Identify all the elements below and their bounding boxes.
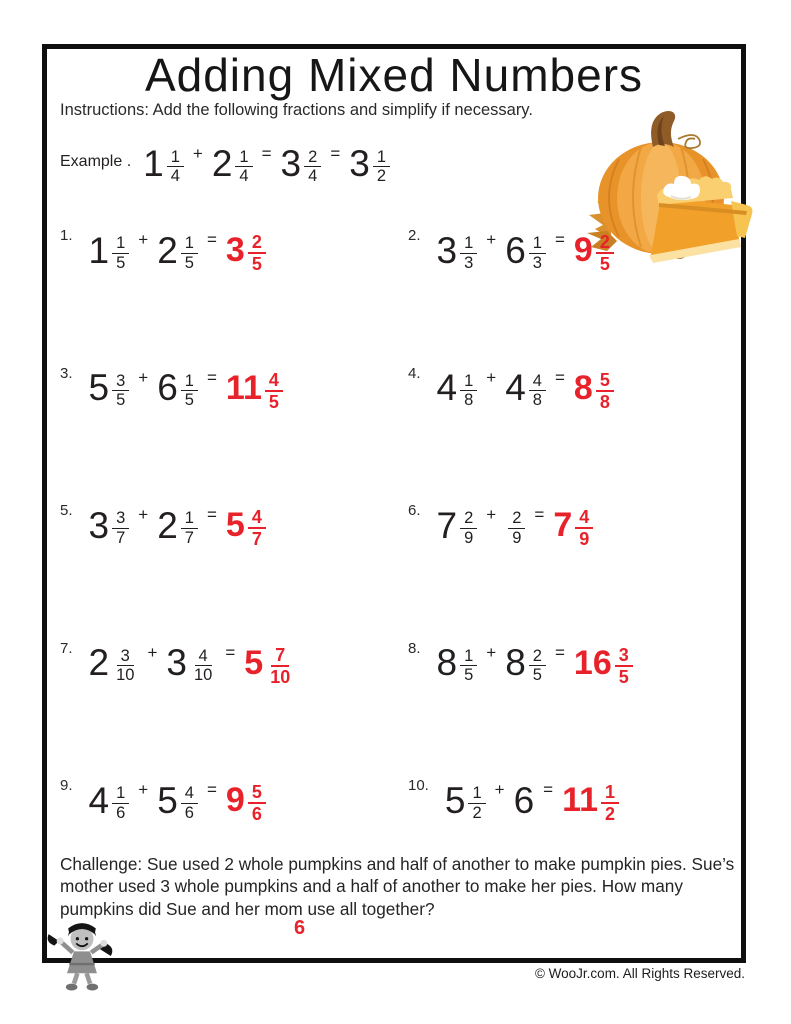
problem-row: [60, 486, 408, 624]
answer-mixed-number: [573, 642, 633, 687]
whole-number: 11: [225, 368, 262, 407]
fraction-denominator: 5: [464, 666, 474, 685]
mixed-number: [88, 779, 130, 822]
fraction: [266, 645, 294, 687]
whole-number: 8: [573, 368, 593, 407]
fraction-numerator: 1: [529, 234, 546, 253]
fraction: [112, 509, 129, 547]
mixed-number: [505, 367, 546, 410]
fraction: [248, 782, 266, 824]
fraction-numerator: 4: [265, 370, 283, 392]
fraction-denominator: 5: [251, 254, 262, 275]
operator: =: [206, 780, 217, 800]
fraction: [460, 509, 477, 547]
fraction: [468, 784, 485, 822]
problem-row: [408, 211, 732, 349]
fraction-numerator: 1: [373, 148, 390, 167]
fraction-numerator: 4: [529, 372, 546, 391]
problem-number: 6.: [408, 502, 421, 519]
operator: +: [192, 143, 203, 163]
fraction-denominator: 7: [251, 529, 262, 550]
fraction-denominator: 6: [251, 804, 262, 825]
answer-mixed-number: [225, 229, 266, 275]
mixed-number: [88, 367, 130, 410]
problem-equation: [88, 229, 266, 275]
whole-number: 5: [88, 367, 110, 409]
problem-equation: [88, 367, 283, 412]
problem-equation: [88, 779, 266, 825]
operator: +: [486, 367, 497, 387]
fraction-denominator: 2: [472, 803, 482, 822]
instructions-text: Instructions: Add the following fractions and simplify if necessary.: [60, 101, 533, 119]
challenge-answer: 6: [294, 917, 306, 939]
fraction-numerator: 4: [181, 784, 198, 803]
fraction: [601, 782, 619, 824]
answer-mixed-number: [553, 504, 593, 550]
fraction-numerator: 2: [248, 232, 266, 254]
whole-number: 5: [225, 506, 245, 545]
fraction-numerator: 3: [112, 372, 129, 391]
problem-row: [408, 349, 732, 487]
fraction-numerator: 4: [195, 647, 212, 666]
fraction-numerator: 2: [304, 148, 321, 167]
fraction-denominator: 5: [184, 253, 194, 272]
fraction-numerator: 5: [596, 370, 614, 392]
fraction-denominator: 4: [308, 167, 318, 186]
mixed-number: [157, 229, 198, 272]
problem-number: 7.: [60, 639, 73, 657]
fraction-denominator: 10: [270, 666, 291, 687]
fraction: [460, 372, 477, 410]
fraction-denominator: 9: [512, 528, 522, 547]
fraction-denominator: 3: [532, 253, 542, 272]
operator: =: [206, 230, 217, 250]
whole-number: 7: [553, 506, 573, 545]
fraction-denominator: 10: [193, 666, 213, 685]
fraction-denominator: 3: [464, 253, 474, 272]
whole-number: 2: [88, 642, 110, 684]
fraction-numerator: 7: [271, 645, 289, 667]
answer-mixed-number: [244, 642, 294, 687]
problem-number: 3.: [60, 364, 73, 382]
whole-number: 7: [436, 504, 458, 546]
fraction-numerator: 1: [181, 234, 198, 253]
fraction-denominator: 8: [464, 391, 474, 410]
fraction-numerator: 1: [181, 372, 198, 391]
fraction-numerator: 1: [112, 234, 129, 253]
fraction: [235, 148, 252, 186]
fraction-numerator: 3: [117, 647, 134, 666]
whole-number: 9: [225, 781, 245, 820]
problem-number: 1.: [60, 227, 73, 244]
problem-row: [60, 624, 408, 762]
fraction-denominator: 5: [268, 391, 279, 412]
whole-number: 4: [436, 367, 458, 409]
mixed-number: [505, 229, 546, 272]
fraction-numerator: 2: [529, 647, 546, 666]
answer-mixed-number: [225, 779, 266, 825]
whole-number: 1: [88, 229, 110, 271]
fraction-numerator: 1: [460, 372, 477, 391]
operator: =: [206, 505, 217, 525]
whole-number: 3: [436, 229, 458, 271]
mixed-number: [211, 143, 253, 186]
mixed-number: [444, 779, 486, 822]
mixed-number: [436, 504, 478, 547]
whole-number: 4: [88, 779, 110, 821]
answer-mixed-number: [573, 367, 614, 412]
mixed-number: [505, 506, 525, 547]
fraction-denominator: 9: [464, 528, 474, 547]
fraction-denominator: 5: [618, 666, 629, 687]
operator: +: [138, 230, 149, 250]
mixed-number: [436, 367, 478, 410]
fraction-numerator: 3: [615, 645, 633, 667]
whole-number: 5: [444, 779, 466, 821]
fraction-denominator: 5: [116, 253, 126, 272]
fraction: [248, 507, 266, 549]
operator: =: [206, 367, 217, 387]
whole-number: 2: [157, 504, 178, 546]
problem-row: [60, 349, 408, 487]
problem-row: [60, 211, 408, 349]
operator: =: [554, 642, 565, 662]
fraction: [596, 370, 614, 412]
problem-equation: [436, 642, 633, 687]
fraction-numerator: 1: [468, 784, 485, 803]
whole-number: 4: [505, 367, 526, 409]
mixed-number: [157, 779, 198, 822]
fraction-denominator: 7: [116, 528, 126, 547]
whole-number: 6: [513, 779, 535, 821]
answer-mixed-number: [225, 504, 266, 550]
whole-number: 6: [157, 367, 178, 409]
problem-number: 4.: [408, 364, 421, 382]
operator: =: [543, 780, 554, 800]
whole-number: 6: [505, 229, 526, 271]
whole-number: 8: [436, 642, 458, 684]
fraction: [181, 784, 198, 822]
problem-number: 8.: [408, 639, 421, 657]
fraction-numerator: 2: [596, 232, 614, 254]
fraction: [112, 234, 129, 272]
fraction-numerator: 3: [112, 509, 129, 528]
fraction: [575, 507, 593, 549]
operator: +: [138, 505, 149, 525]
fraction: [181, 509, 198, 547]
operator: =: [554, 367, 565, 387]
fraction-denominator: 8: [532, 391, 542, 410]
worksheet-page: [42, 44, 746, 963]
mixed-number: [436, 229, 478, 272]
mascot-girl-icon: [46, 918, 118, 994]
fraction-denominator: 5: [184, 391, 194, 410]
challenge-text: Challenge: Sue used 2 whole pumpkins and half of another to make pumpkin pies. Sue’s mother used 3 whole pumpkins and a half of another to make her pies. How many pumpkins did Sue and her mom use all together?: [60, 854, 735, 919]
mixed-number: [88, 642, 139, 685]
fraction: [460, 647, 477, 685]
whole-number: 1: [143, 143, 164, 185]
mixed-number: [349, 143, 390, 186]
operator: =: [554, 230, 565, 250]
fraction: [615, 645, 633, 687]
operator: =: [534, 505, 545, 525]
whole-number: 5: [157, 779, 178, 821]
fraction: [248, 232, 266, 274]
fraction-numerator: 4: [248, 507, 266, 529]
fraction-denominator: 5: [599, 254, 610, 275]
mixed-number: [157, 504, 198, 547]
mixed-number: [157, 367, 198, 410]
fraction: [167, 148, 184, 186]
problem-equation: [436, 367, 614, 412]
fraction-numerator: 1: [181, 509, 198, 528]
problem-row: [408, 624, 732, 762]
whole-number: 8: [505, 642, 526, 684]
fraction-denominator: 9: [579, 529, 590, 550]
fraction-denominator: 2: [605, 804, 616, 825]
operator: +: [486, 642, 497, 662]
whole-number: 16: [573, 643, 612, 682]
answer-mixed-number: [225, 367, 283, 412]
fraction: [508, 509, 525, 547]
mixed-number: [436, 642, 478, 685]
fraction: [190, 647, 216, 685]
answer-mixed-number: [573, 229, 614, 275]
fraction-numerator: 1: [235, 148, 252, 167]
operator: +: [138, 780, 149, 800]
whole-number: 3: [349, 143, 370, 185]
problem-equation: [436, 229, 614, 275]
fraction-denominator: 6: [116, 803, 126, 822]
fraction: [529, 647, 546, 685]
fraction-denominator: 7: [184, 528, 194, 547]
mixed-number: [88, 229, 130, 272]
fraction-numerator: 4: [575, 507, 593, 529]
operator: =: [225, 642, 236, 662]
fraction-denominator: 5: [116, 391, 126, 410]
operator: +: [147, 642, 158, 662]
fraction: [373, 148, 390, 186]
fraction-denominator: 2: [376, 167, 387, 186]
fraction: [181, 372, 198, 410]
fraction-numerator: 5: [248, 782, 266, 804]
worksheet-title: Adding Mixed Numbers: [144, 49, 644, 101]
fraction: [112, 647, 138, 685]
fraction: [304, 148, 321, 186]
mixed-number: [505, 642, 546, 685]
operator: +: [486, 505, 497, 525]
problem-equation: [88, 504, 266, 550]
operator: +: [138, 367, 149, 387]
example-label: Example .: [60, 152, 132, 170]
whole-number: 9: [573, 231, 593, 270]
mixed-number: [88, 504, 130, 547]
fraction: [596, 232, 614, 274]
fraction: [529, 234, 546, 272]
operator: =: [261, 143, 272, 163]
whole-number: 2: [211, 143, 233, 185]
example-row: [60, 143, 390, 186]
problem-number: 2.: [408, 227, 421, 244]
answer-mixed-number: [562, 779, 619, 825]
problem-number: 5.: [60, 502, 73, 519]
fraction-denominator: 6: [184, 803, 194, 822]
fraction-numerator: 2: [460, 509, 477, 528]
operator: =: [330, 143, 341, 163]
fraction-numerator: 1: [460, 234, 477, 253]
whole-number: 3: [88, 504, 110, 546]
mixed-number: [513, 779, 535, 821]
whole-number: 2: [157, 229, 178, 271]
mixed-number: [280, 143, 322, 186]
fraction-denominator: 8: [599, 391, 610, 412]
whole-number: 3: [280, 143, 302, 185]
problems-list: [60, 211, 732, 899]
fraction-numerator: 1: [601, 782, 619, 804]
problem-equation: [88, 642, 295, 687]
fraction-numerator: 1: [167, 148, 184, 167]
whole-number: 3: [166, 642, 187, 684]
problem-number: 9.: [60, 777, 73, 794]
fraction-numerator: 1: [112, 784, 129, 803]
fraction: [181, 234, 198, 272]
mixed-number: [143, 143, 184, 186]
whole-number: 3: [225, 231, 245, 270]
fraction: [112, 372, 129, 410]
fraction: [460, 234, 477, 272]
example-equation: [143, 143, 390, 186]
problem-equation: [436, 504, 594, 550]
operator: +: [494, 780, 505, 800]
fraction-numerator: 2: [508, 509, 525, 528]
fraction-numerator: 1: [460, 647, 477, 666]
fraction: [529, 372, 546, 410]
problem-equation: [444, 779, 619, 825]
mixed-number: [166, 642, 216, 685]
whole-number: 11: [562, 781, 599, 820]
problem-row: [408, 486, 732, 624]
fraction-denominator: 4: [239, 167, 249, 186]
fraction: [112, 784, 129, 822]
fraction-denominator: 4: [170, 167, 180, 186]
fraction-denominator: 10: [116, 666, 135, 685]
fraction-denominator: 5: [532, 666, 542, 685]
whole-number: 5: [244, 643, 264, 682]
copyright-text: © WooJr.com. All Rights Reserved.: [534, 966, 745, 981]
operator: +: [486, 230, 497, 250]
problem-number: 10.: [408, 777, 429, 794]
fraction: [265, 370, 283, 412]
